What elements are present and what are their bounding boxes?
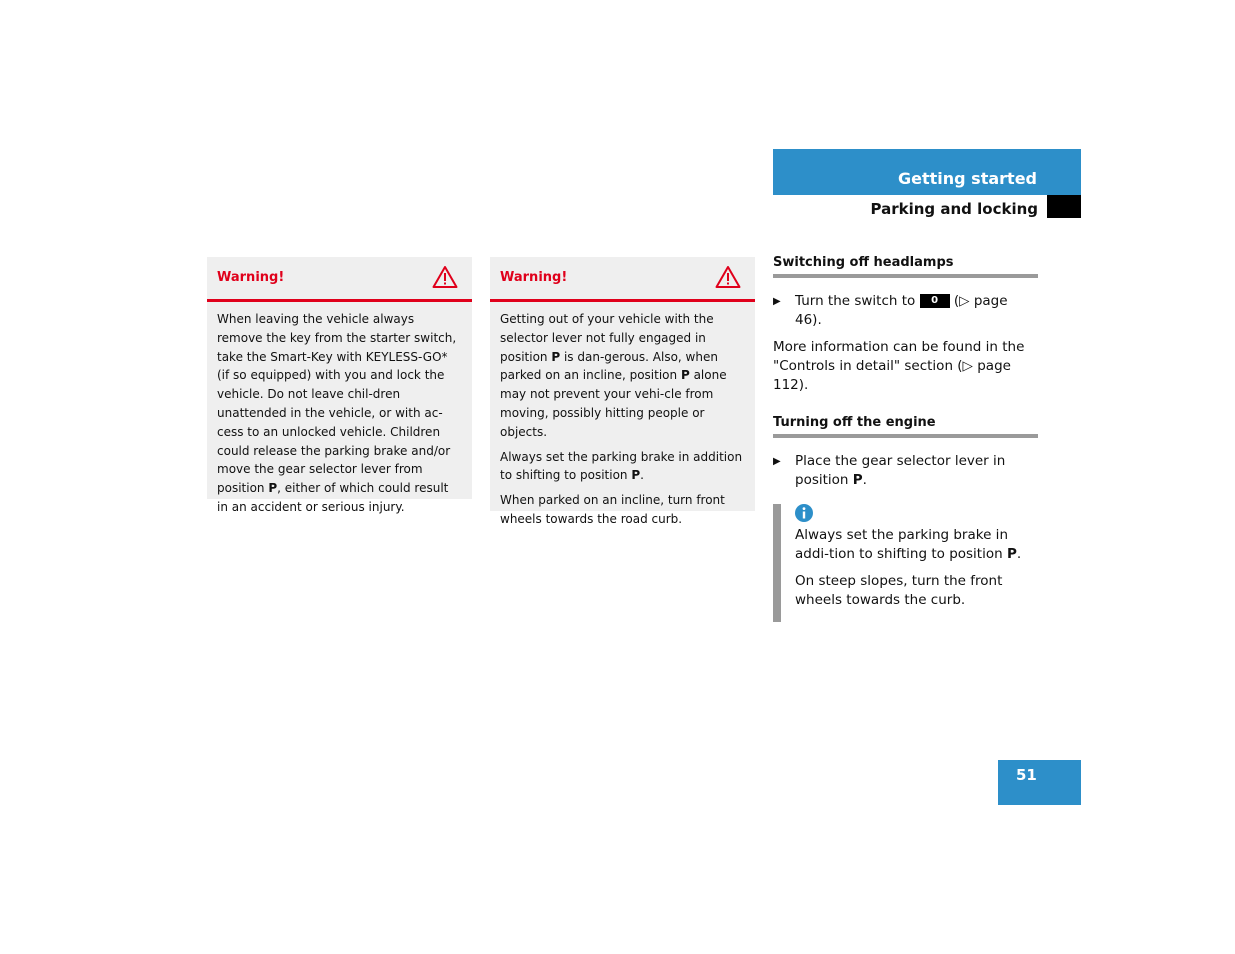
subsection-title-text: Parking and locking (870, 200, 1038, 218)
text-part: Always set the parking brake in addition to shifting to position (500, 449, 743, 483)
headlamps-step (773, 292, 1038, 330)
warning-text-part: When leaving the vehicle always remove the key from the starter switch, take the Smart-Key with KEYLESS-GO* (if so equipped) with you and lock the vehicle. Do not leave chil-dren unattended in the vehicle, or with ac-cess to an unlocked vehicle. Children could release the parking brake and/or move the gear selector lever from position (217, 312, 457, 496)
page-number-box (998, 760, 1081, 805)
text-part: Always set the parking brake in addi-tion to shifting to position (795, 527, 1008, 562)
subsection-title (773, 195, 1047, 219)
warning-label: Warning! (500, 270, 568, 285)
instructions-column (773, 253, 1038, 622)
warning-paragraph-1 (500, 310, 745, 442)
text-part: . (1016, 546, 1022, 562)
info-icon (795, 504, 813, 522)
section-tab-marker (1047, 195, 1081, 218)
text-part: (▷ page 46). (795, 293, 1008, 328)
note-paragraph-2: On steep slopes, turn the front wheels towards the curb. (795, 573, 1003, 608)
warning-paragraph-3: When parked on an incline, turn front wheels towards the road curb. (500, 493, 725, 526)
section-title: Getting started (898, 169, 1037, 188)
headlamps-info: More information can be found in the "Controls in detail" section (▷ page 112). (773, 339, 1025, 393)
info-note (773, 504, 1038, 622)
bullet-arrow-icon: ▶ (773, 296, 781, 307)
warning-triangle-icon (715, 265, 741, 289)
position-code: P (852, 472, 863, 488)
bullet-arrow-icon: ▶ (773, 456, 781, 467)
warning-header (207, 257, 472, 302)
section-header-bar (773, 149, 1081, 195)
warning-box-2 (490, 257, 755, 526)
switch-position-key: 0 (920, 294, 950, 308)
page-number: 51 (1016, 766, 1037, 784)
position-code: P (1006, 546, 1017, 562)
warning-paragraph-2 (500, 448, 745, 486)
warning-header (490, 257, 755, 302)
position-code: P (680, 368, 690, 383)
text-part: Place the gear selector lever in position (795, 453, 1006, 488)
note-paragraph-1 (795, 526, 1038, 564)
warning-label: Warning! (217, 270, 285, 285)
text-part: alone may not prevent your vehi-cle from moving, possibly hitting people or objects. (500, 368, 727, 439)
position-code: P (631, 468, 641, 483)
warning-text-part: , either of which could result in an accident or serious injury. (217, 481, 449, 514)
warning-box-1 (207, 257, 472, 514)
text-part: Getting out of your vehicle with the selector lever not fully engaged in position (500, 312, 714, 364)
headlamps-heading: Switching off headlamps (773, 253, 1038, 278)
text-part: is dan-gerous. Also, when parked on an incline, position (500, 349, 718, 383)
text-part: . (862, 472, 867, 488)
text-part: . (640, 468, 644, 483)
position-code: P (551, 349, 561, 364)
warning-triangle-icon (432, 265, 458, 289)
engine-heading: Turning off the engine (773, 413, 1038, 438)
text-part: Turn the switch to (795, 293, 920, 309)
warning-text (217, 310, 462, 517)
warning-body (207, 302, 472, 529)
engine-step (773, 452, 1038, 490)
position-code: P (268, 481, 278, 496)
warning-body (490, 302, 755, 541)
